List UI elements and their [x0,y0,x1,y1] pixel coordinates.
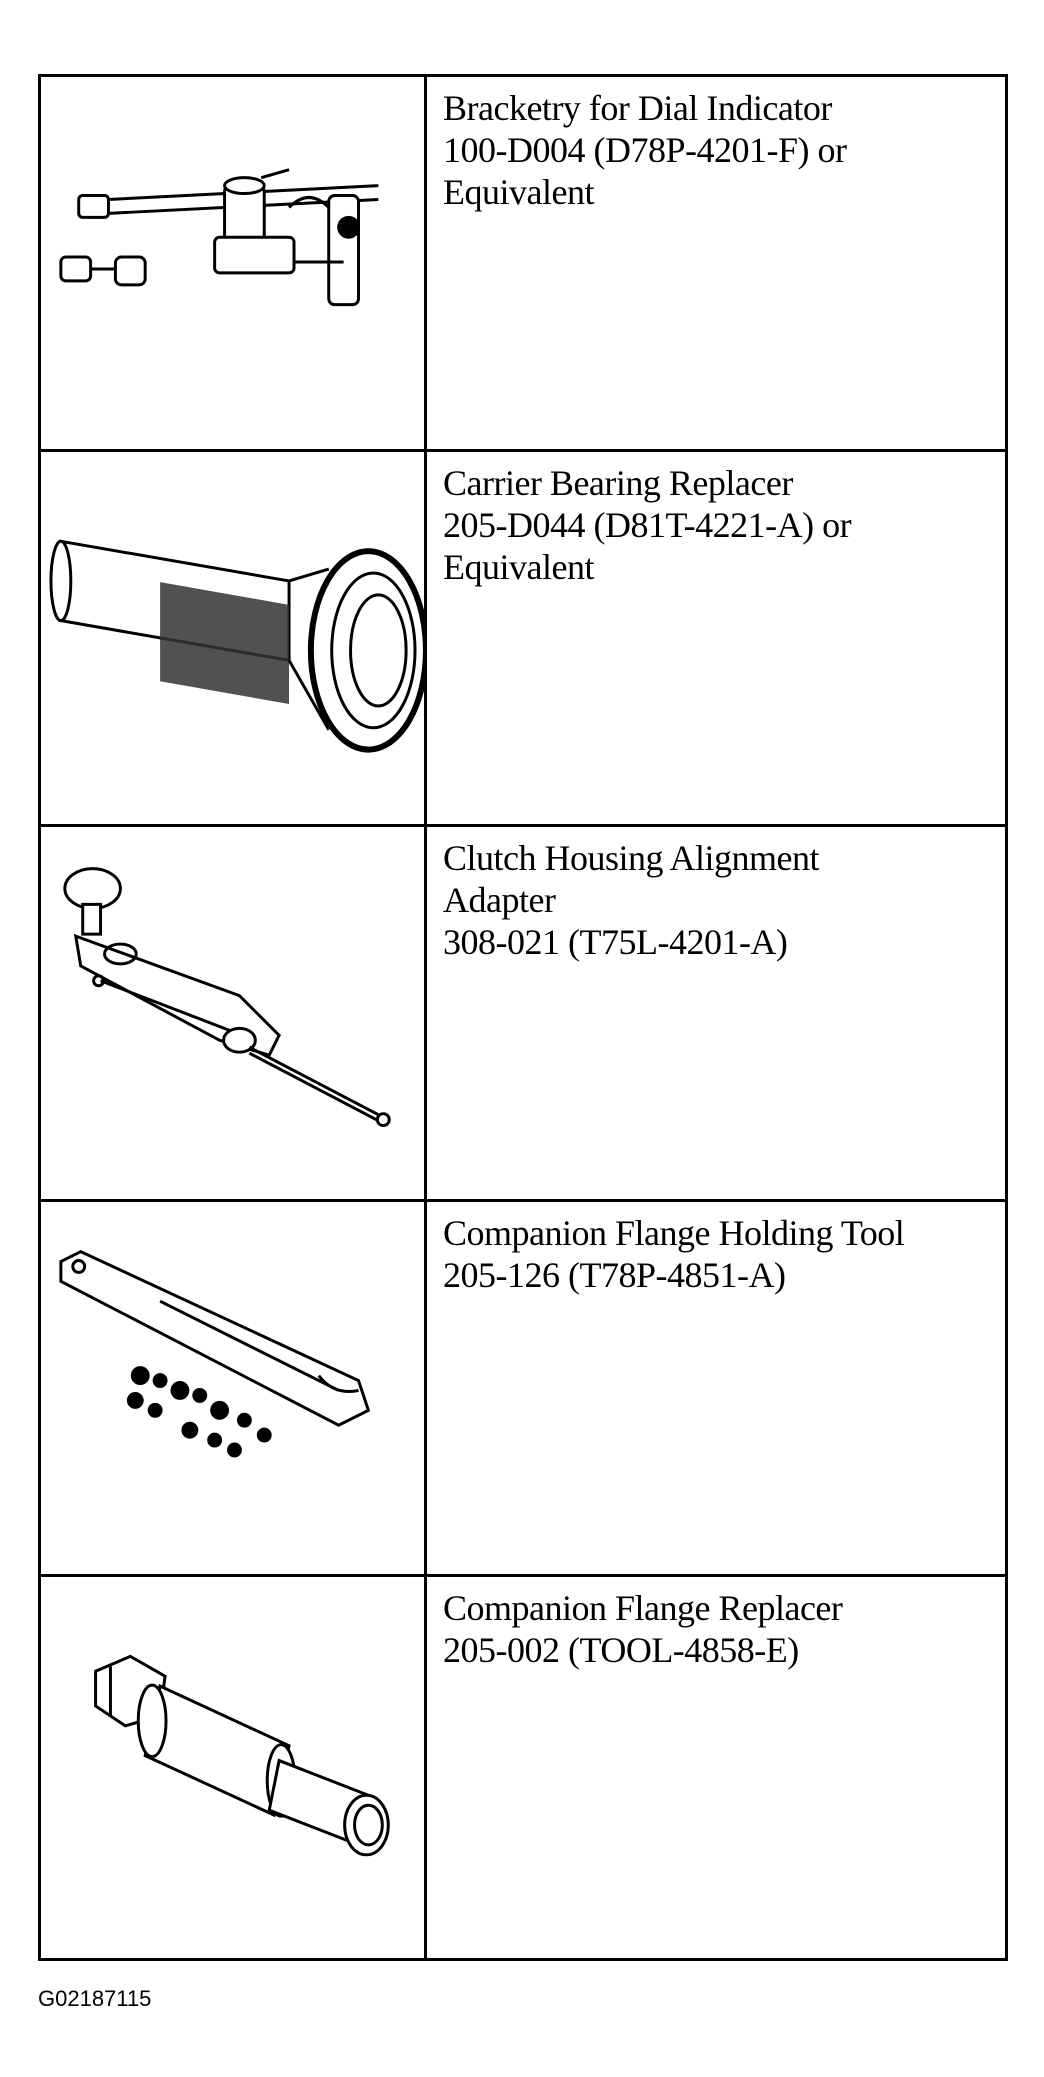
tool-row [41,1574,1005,1958]
tool-description [427,827,1005,1199]
tool-description [427,1577,1005,1958]
tool-name: Carrier Bearing Replacer [443,463,793,503]
tool-part-number: 100-D004 (D78P-4201-F) or [443,130,847,170]
tool-name-continued: Adapter [443,880,556,920]
tool-row [41,1199,1005,1574]
tool-part-number: 205-002 (TOOL-4858-E) [443,1630,799,1670]
tool-illustration-cell [41,827,427,1199]
tool-row [41,824,1005,1199]
tool-part-number: 308-021 (T75L-4201-A) [443,922,788,962]
tool-description [427,77,1005,449]
tool-description [427,1202,1005,1574]
tool-illustration-cell [41,77,427,449]
figure-id: G02187115 [38,1986,152,2011]
tool-illustration-cell [41,1577,427,1958]
tool-part-number: 205-D044 (D81T-4221-A) or [443,505,852,545]
clutch-housing-alignment-adapter-icon [41,827,424,1199]
tool-name: Companion Flange Replacer [443,1588,843,1628]
carrier-bearing-replacer-icon [41,452,424,824]
dial-indicator-bracketry-icon [41,77,424,449]
tool-description [427,452,1005,824]
tool-illustration-cell [41,452,427,824]
tool-note: Equivalent [443,172,594,212]
tool-name: Companion Flange Holding Tool [443,1213,905,1253]
special-tools-table [38,74,1008,1961]
tool-row [41,449,1005,824]
tool-row [41,77,1005,449]
tool-note: Equivalent [443,547,594,587]
tool-illustration-cell [41,1202,427,1574]
tool-part-number: 205-126 (T78P-4851-A) [443,1255,786,1295]
companion-flange-holding-tool-icon [41,1202,424,1574]
tool-name: Clutch Housing Alignment [443,838,820,878]
companion-flange-replacer-icon [41,1577,424,1958]
tool-name: Bracketry for Dial Indicator [443,88,832,128]
